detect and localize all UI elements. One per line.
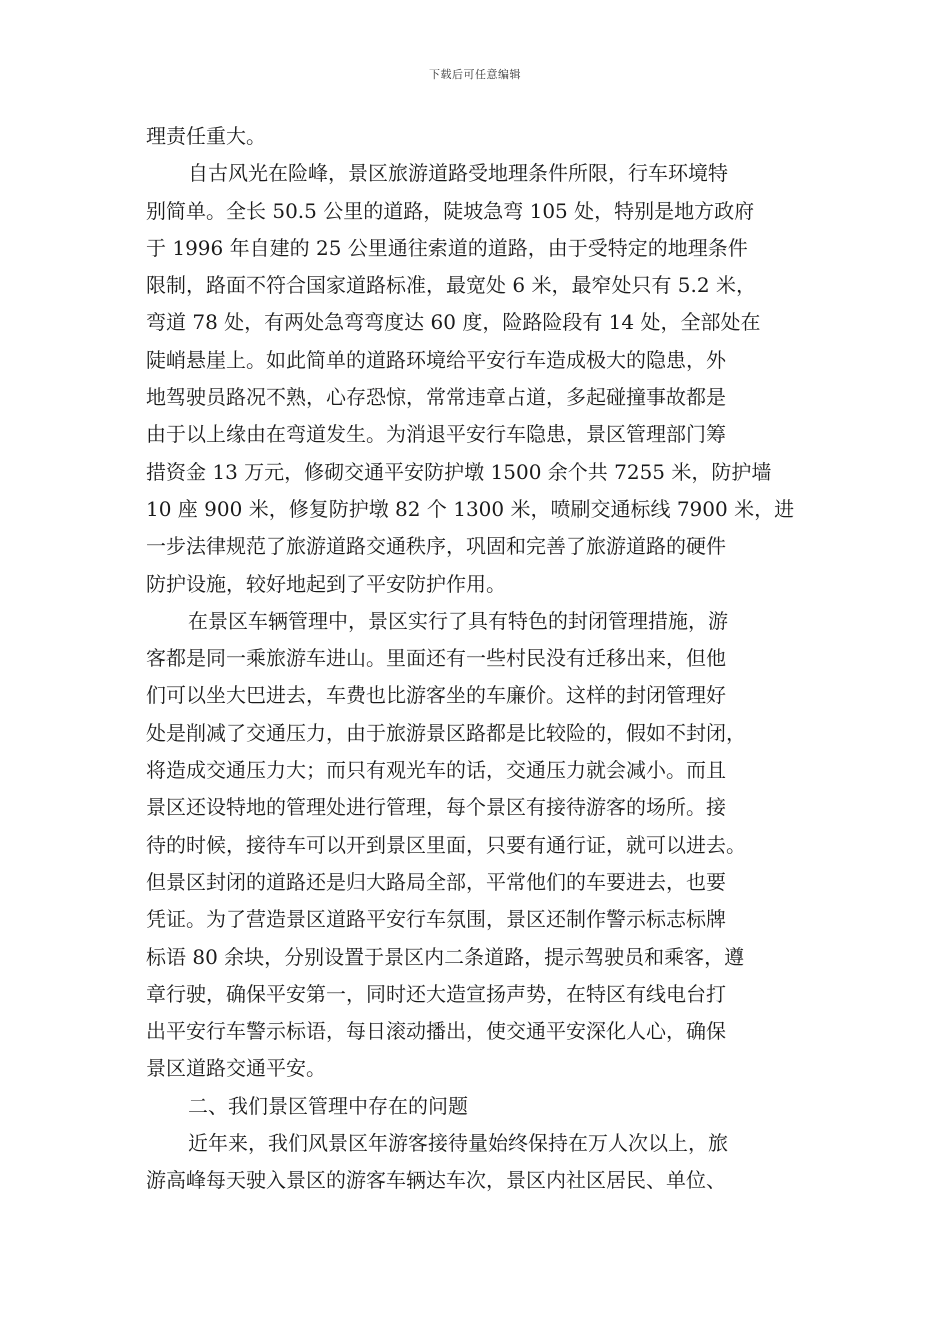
text-line: 但景区封闭的道路还是归大路局全部，平常他们的车要进去，也要: [146, 869, 726, 894]
text-line: 待的时候，接待车可以开到景区里面，只要有通行证，就可以进去。: [146, 832, 746, 857]
paragraph-first-line: 二、我们景区管理中存在的问题: [188, 1093, 468, 1118]
text-line: 凭证。为了营造景区道路平安行车氛围，景区还制作警示标志标牌: [146, 907, 726, 932]
document-body: [146, 118, 806, 1200]
text-line: 游高峰每天驶入景区的游客车辆达车次，景区内社区居民、单位、: [146, 1168, 726, 1193]
text-line: 陡峭悬崖上。如此简单的道路环境给平安行车造成极大的隐患，外: [146, 347, 726, 372]
text-line: 于 1996 年自建的 25 公里通往索道的道路，由于受特定的地理条件: [146, 235, 748, 260]
text-line: 弯道 78 处，有两处急弯弯度达 60 度，险路险段有 14 处，全部处在: [146, 310, 761, 335]
page-header: 下载后可任意编辑: [429, 68, 521, 81]
text-line: 章行驶，确保平安第一，同时还大造宣扬声势，在特区有线电台打: [146, 981, 726, 1006]
text-line: 们可以坐大巴进去，车费也比游客坐的车廉价。这样的封闭管理好: [146, 683, 726, 708]
paragraph-first-line: 近年来，我们风景区年游客接待量始终保持在万人次以上，旅: [188, 1131, 728, 1156]
text-line: 一步法律规范了旅游道路交通秩序，巩固和完善了旅游道路的硬件: [146, 534, 726, 559]
text-line: 标语 80 余块，分别设置于景区内二条道路，提示驾驶员和乘客，遵: [146, 944, 745, 969]
text-line: 景区还设特地的管理处进行管理，每个景区有接待游客的场所。接: [146, 795, 726, 820]
text-line: 景区道路交通平安。: [146, 1056, 326, 1081]
paragraph-first-line: 自古风光在险峰，景区旅游道路受地理条件所限，行车环境特: [188, 161, 728, 186]
text-line: 限制，路面不符合国家道路标准，最宽处 6 米，最窄处只有 5.2 米，: [146, 273, 756, 298]
text-line: 出平安行车警示标语，每日滚动播出，使交通平安深化人心，确保: [146, 1019, 726, 1044]
paragraph-first-line: 在景区车辆管理中，景区实行了具有特色的封闭管理措施，游: [188, 608, 728, 633]
text-line: 客都是同一乘旅游车进山。里面还有一些村民没有迁移出来，但他: [146, 646, 726, 671]
text-line: 理责任重大。: [146, 124, 266, 148]
text-line: 将造成交通压力大；而只有观光车的话，交通压力就会减小。而且: [146, 758, 726, 783]
text-line: 措资金 13 万元，修砌交通平安防护墩 1500 余个共 7255 米，防护墙: [146, 459, 772, 484]
text-line: 防护设施，较好地起到了平安防护作用。: [146, 571, 506, 596]
text-line: 处是削减了交通压力，由于旅游景区路都是比较险的，假如不封闭，: [146, 720, 746, 745]
text-line: 别简单。全长 50.5 公里的道路，陡坡急弯 105 处，特别是地方政府: [146, 198, 755, 223]
text-line: 10 座 900 米，修复防护墩 82 个 1300 米，喷刷交通标线 7900 米，进: [146, 496, 795, 521]
text-line: 地驾驶员路况不熟，心存恐惊，常常违章占道，多起碰撞事故都是: [146, 385, 726, 410]
text-line: 由于以上缘由在弯道发生。为消退平安行车隐患，景区管理部门筹: [146, 422, 726, 447]
